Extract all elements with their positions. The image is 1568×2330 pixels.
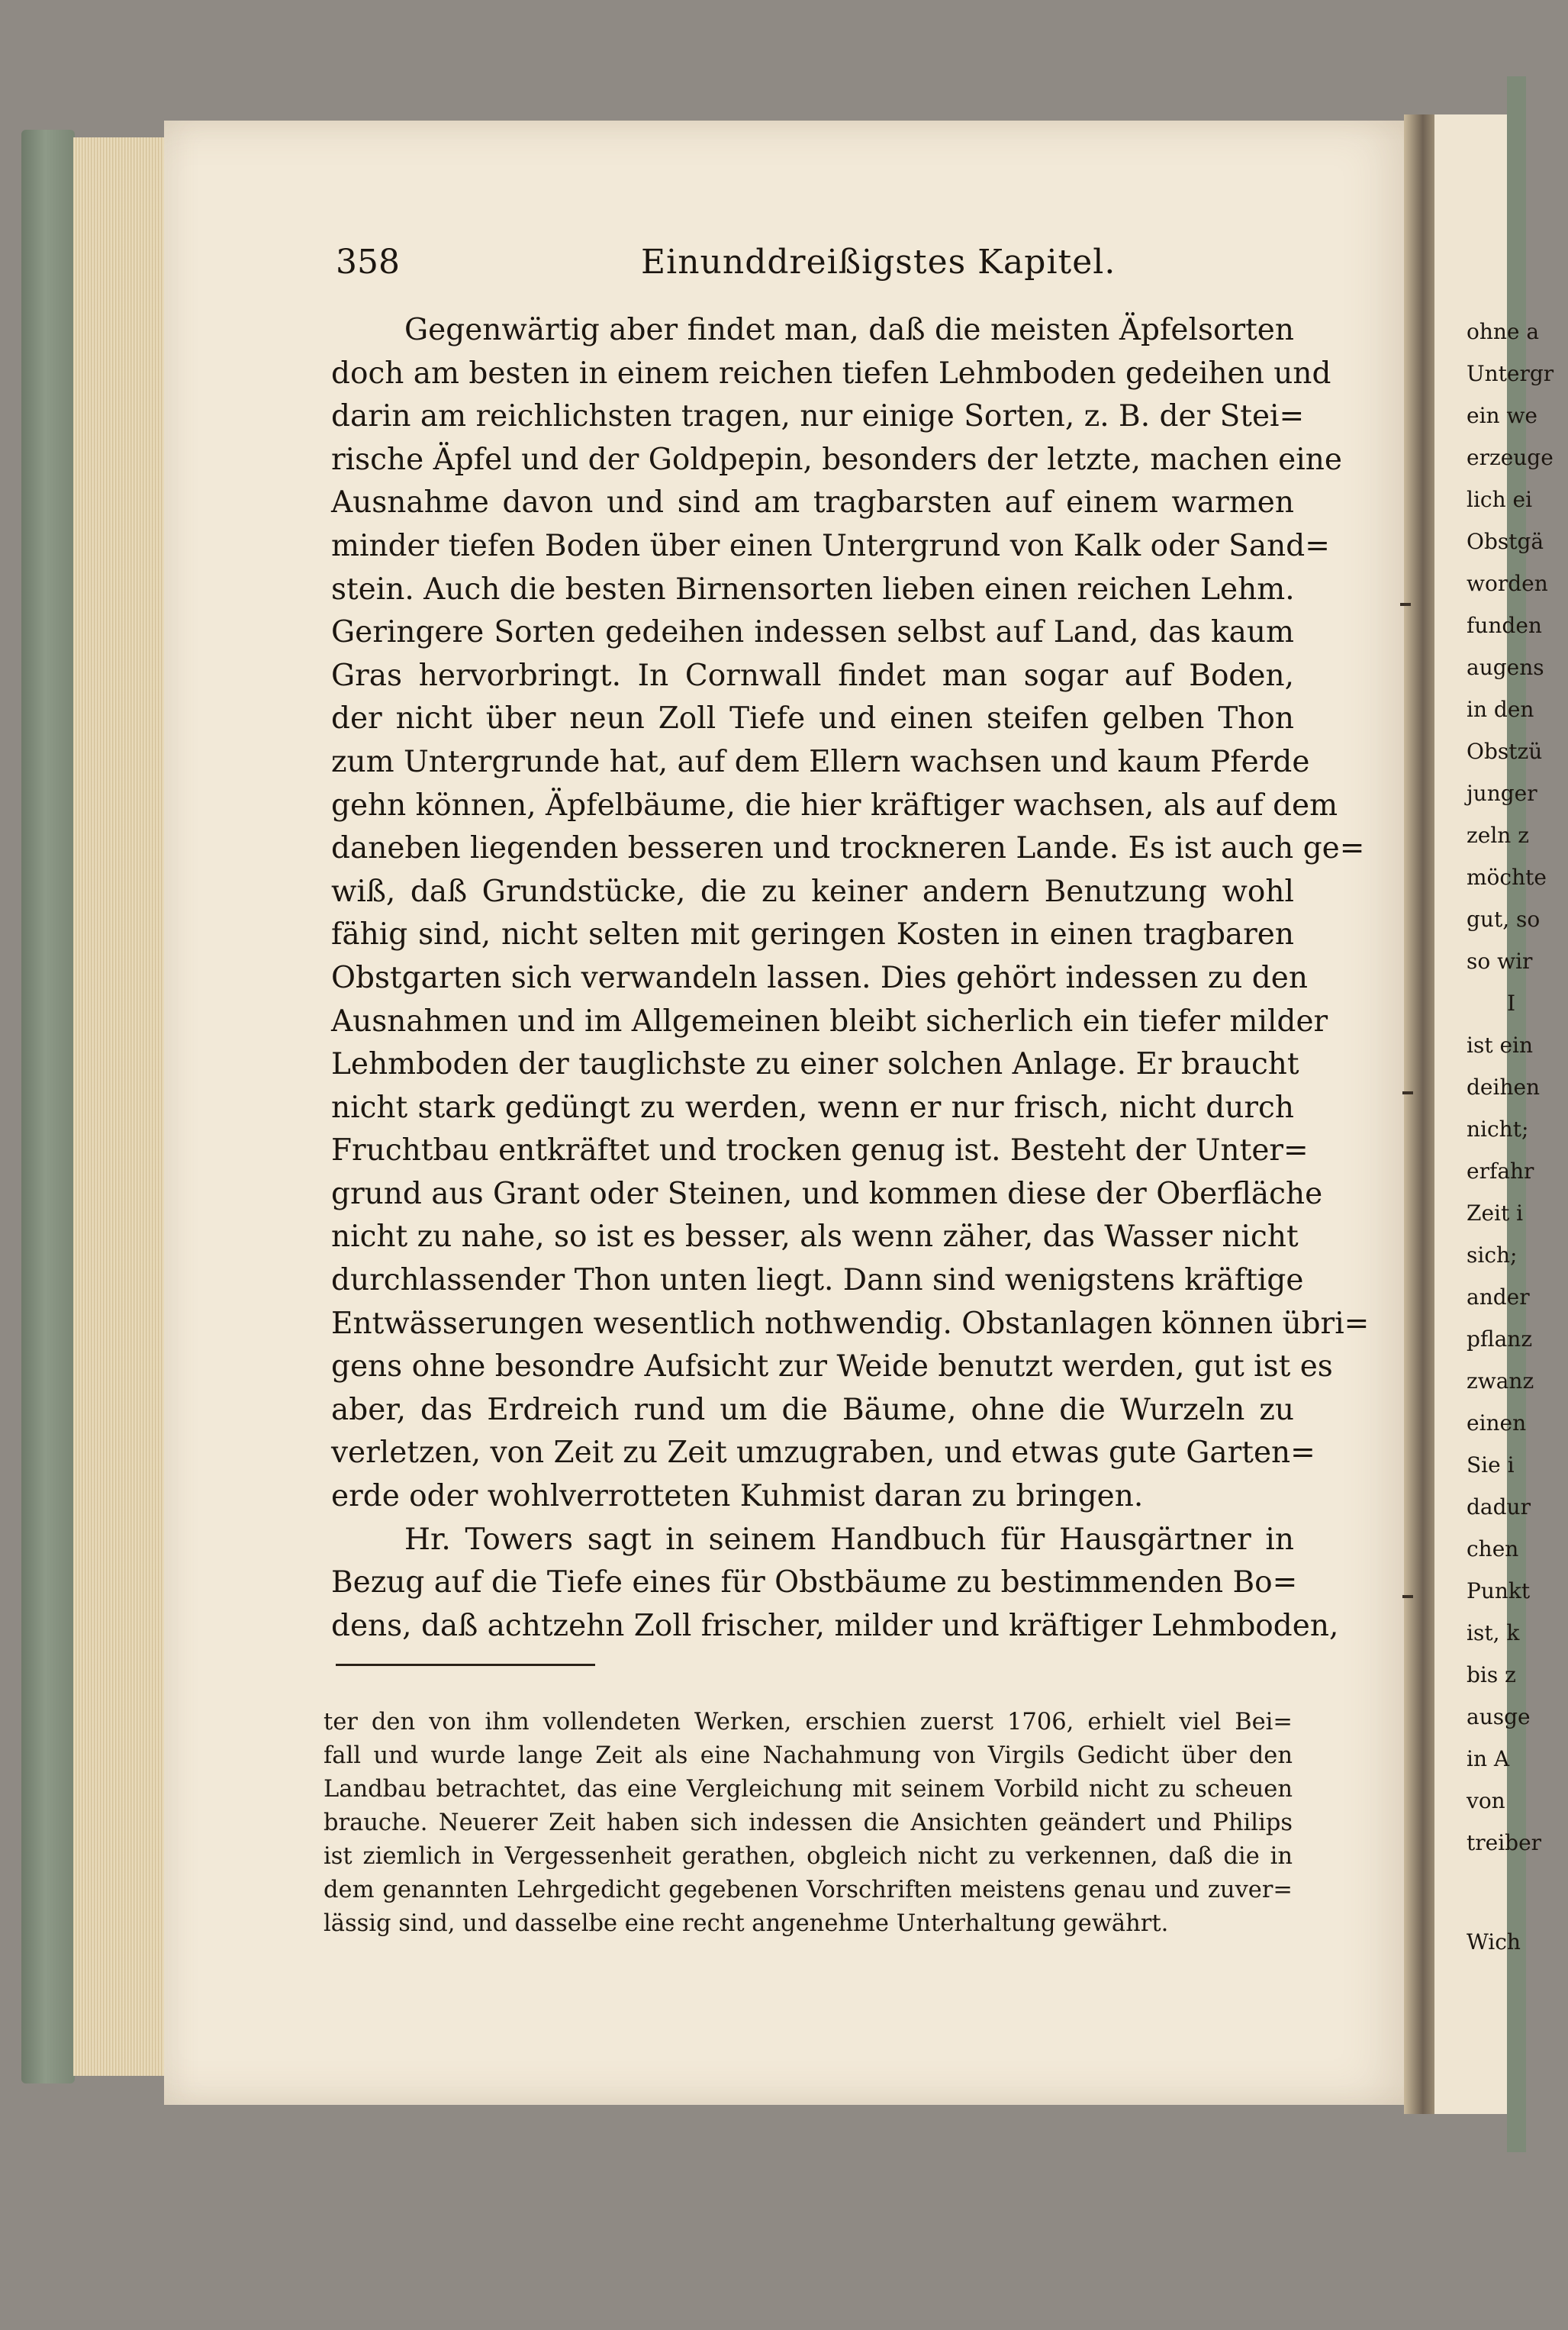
text-line: daneben liegenden besseren und trockneren Lande. Es ist auch ge= (331, 831, 1365, 866)
facing-line: so wir (1467, 949, 1533, 974)
facing-line: lich ei (1467, 487, 1533, 512)
facing-line: junger (1467, 781, 1537, 806)
text-line: erde oder wohlverrotteten Kuhmist daran zu bringen. (331, 1479, 1144, 1514)
book-gutter (1404, 114, 1438, 2114)
facing-line: worden (1467, 571, 1548, 596)
facing-line: dadur (1467, 1494, 1531, 1519)
facing-line: Obstgä (1467, 529, 1544, 554)
text-line: Entwässerungen wesentlich nothwendig. Obstanlagen können übri= (331, 1306, 1370, 1341)
facing-line: nicht; (1467, 1117, 1529, 1142)
footnote-line: Landbau betrachtet, das eine Vergleichung mit seinem Vorbild nicht zu scheuen (324, 1776, 1293, 1803)
footnote-line: fall und wurde lange Zeit als eine Nachahmung von Virgils Gedicht über den (324, 1742, 1293, 1769)
facing-line: Zeit i (1467, 1200, 1524, 1226)
facing-line: Punkt (1467, 1578, 1531, 1603)
facing-line: I (1507, 991, 1516, 1016)
page-edges (73, 137, 172, 2076)
text-line: Geringere Sorten gedeihen indessen selbst auf Land, das kaum (331, 615, 1294, 650)
text-line: nicht stark gedüngt zu werden, wenn er nur frisch, nicht durch (331, 1090, 1294, 1125)
facing-line: augens (1467, 655, 1544, 680)
facing-line: einen (1467, 1410, 1527, 1436)
text-line: aber, das Erdreich rund um die Bäume, ohne die Wurzeln zu (331, 1392, 1294, 1427)
footnote-line: brauche. Neuerer Zeit haben sich indessen die Ansichten geändert und Philips (324, 1810, 1293, 1836)
text-line: Ausnahmen und im Allgemeinen bleibt sicherlich ein tiefer milder (331, 1004, 1328, 1039)
text-line: Lehmboden der tauglichste zu einer solchen Anlage. Er braucht (331, 1047, 1299, 1082)
page-number: 358 (336, 243, 400, 282)
facing-line: in A (1467, 1746, 1510, 1771)
text-line: minder tiefen Boden über einen Untergrund von Kalk oder Sand= (331, 528, 1330, 563)
facing-line: ist, k (1467, 1620, 1520, 1645)
text-line: zum Untergrunde hat, auf dem Ellern wachsen und kaum Pferde (331, 744, 1310, 779)
margin-mark (1400, 603, 1411, 606)
text-line: rische Äpfel und der Goldpepin, besonders der letzte, machen eine (331, 442, 1342, 477)
facing-line: deihen (1467, 1075, 1541, 1100)
running-title: Einunddreißigstes Kapitel. (641, 243, 1116, 282)
facing-line: erfahr (1467, 1159, 1534, 1184)
text-line: Ausnahme davon und sind am tragbarsten auf einem warmen (331, 485, 1294, 520)
text-line: Gras hervorbringt. In Cornwall findet man sogar auf Boden, (331, 658, 1294, 693)
facing-line: Wich (1467, 1929, 1521, 1955)
text-line: Obstgarten sich verwandeln lassen. Dies gehört indessen zu den (331, 960, 1308, 995)
footnote-divider (336, 1664, 595, 1666)
text-line: gens ohne besondre Aufsicht zur Weide benutzt werden, gut ist es (331, 1349, 1333, 1384)
facing-line: ausge (1467, 1704, 1531, 1729)
facing-line: zeln z (1467, 823, 1529, 848)
footnote-line: lässig sind, und dasselbe eine recht angenehme Unterhaltung gewährt. (324, 1910, 1169, 1937)
facing-line: funden (1467, 613, 1542, 638)
facing-line: treiber (1467, 1830, 1542, 1855)
facing-line: von (1467, 1788, 1505, 1813)
facing-line: bis z (1467, 1662, 1516, 1687)
text-line: darin am reichlichsten tragen, nur einige Sorten, z. B. der Stei= (331, 399, 1305, 434)
text-line: Bezug auf die Tiefe eines für Obstbäume zu bestimmenden Bo= (331, 1565, 1298, 1600)
margin-mark (1402, 1595, 1413, 1598)
footnote (324, 1706, 1293, 1941)
text-line: doch am besten in einem reichen tiefen Lehmboden gedeihen und (331, 356, 1331, 391)
text-line: Fruchtbau entkräftet und trocken genug ist. Besteht der Unter= (331, 1133, 1309, 1168)
text-line: nicht zu nahe, so ist es besser, als wenn zäher, das Wasser nicht (331, 1220, 1299, 1255)
margin-mark (1402, 1091, 1413, 1094)
facing-line: in den (1467, 697, 1534, 722)
page-header (336, 243, 1289, 296)
facing-line: erzeuge (1467, 445, 1554, 470)
text-line: fähig sind, nicht selten mit geringen Kosten in einen tragbaren (331, 917, 1294, 952)
text-line: grund aus Grant oder Steinen, und kommen diese der Oberfläche (331, 1176, 1323, 1211)
footnote-line: dem genannten Lehrgedicht gegebenen Vorschriften meistens genau und zuver= (324, 1877, 1293, 1903)
text-line: dens, daß achtzehn Zoll frischer, milder und kräftiger Lehmboden, (331, 1608, 1339, 1643)
text-line: Gegenwärtig aber findet man, daß die meisten Äpfelsorten (404, 313, 1294, 347)
facing-line: zwanz (1467, 1368, 1534, 1394)
main-text (331, 309, 1370, 1648)
facing-line: pflanz (1467, 1326, 1533, 1352)
facing-line: chen (1467, 1536, 1519, 1561)
text-line: der nicht über neun Zoll Tiefe und einen steifen gelben Thon (331, 701, 1294, 736)
book-cover-left (21, 130, 75, 2083)
facing-line: ein we (1467, 403, 1537, 428)
facing-line: möchte (1467, 865, 1547, 890)
text-line: stein. Auch die besten Birnensorten lieben einen reichen Lehm. (331, 572, 1295, 607)
facing-line: sich; (1467, 1242, 1518, 1268)
facing-line: Sie i (1467, 1452, 1515, 1478)
facing-line: gut, so (1467, 907, 1541, 932)
facing-line: ohne a (1467, 319, 1540, 344)
text-line: durchlassender Thon unten liegt. Dann sind wenigstens kräftige (331, 1263, 1304, 1298)
facing-line: Untergr (1467, 361, 1554, 386)
facing-line: Obstzü (1467, 739, 1543, 764)
text-line: verletzen, von Zeit zu Zeit umzugraben, und etwas gute Garten= (331, 1436, 1315, 1471)
text-line: gehn können, Äpfelbäume, die hier kräftiger wachsen, als auf dem (331, 788, 1338, 823)
facing-line: ist ein (1467, 1033, 1534, 1058)
facing-line: ander (1467, 1284, 1530, 1310)
footnote-line: ter den von ihm vollendeten Werken, erschien zuerst 1706, erhielt viel Bei= (324, 1709, 1293, 1735)
text-line: wiß, daß Grundstücke, die zu keiner andern Benutzung wohl (331, 874, 1294, 909)
footnote-line: ist ziemlich in Vergessenheit gerathen, obgleich nicht zu verkennen, daß die in (324, 1843, 1293, 1870)
text-line: Hr. Towers sagt in seinem Handbuch für Hausgärtner in (404, 1522, 1294, 1557)
